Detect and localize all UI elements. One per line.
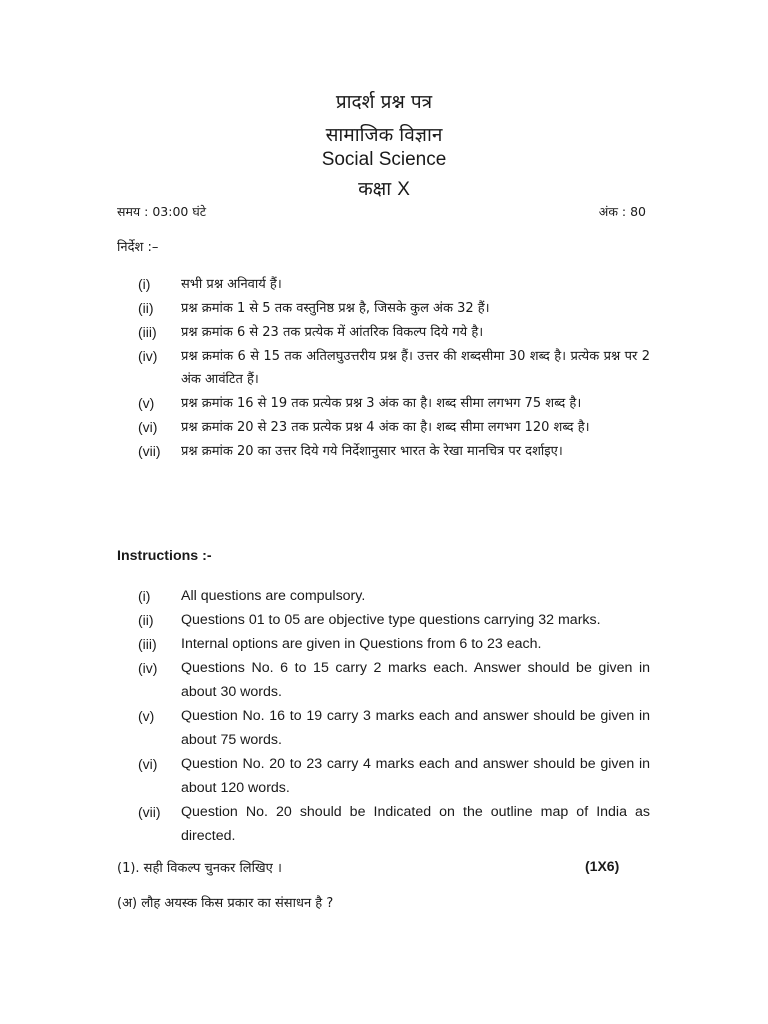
item-text: प्रश्न क्रमांक 1 से 5 तक वस्तुनिष्ठ प्रश्न है, जिसके कुल अंक 32 हैं। (181, 301, 490, 316)
item-text: प्रश्न क्रमांक 16 से 19 तक प्रत्येक प्रश्न 3 अंक का है। शब्द सीमा लगभग 75 शब्द है। (181, 396, 582, 411)
item-number: (ii) (138, 300, 154, 316)
item-text: Questions No. 6 to 15 carry 2 marks each. Answer should be given in about 30 words. (181, 660, 650, 700)
item-number: (i) (138, 588, 151, 604)
question-1-part-a: (अ) लौह अयस्क किस प्रकार का संसाधन है ? (117, 896, 334, 911)
item-text: प्रश्न क्रमांक 6 से 15 तक अतिलघुउत्तरीय प्रश्न हैं। उत्तर की शब्दसीमा 30 शब्द है। प्रत्येक प्रश्न पर 2 अंक आवंटित हैं। (181, 349, 650, 387)
list-item (138, 656, 650, 704)
item-text: Question No. 20 should be Indicated on the outline map of India as directed. (181, 804, 650, 844)
item-number: (i) (138, 276, 151, 292)
list-item (138, 800, 650, 848)
item-number: (iii) (138, 636, 157, 652)
list-item (138, 321, 650, 344)
maximum-marks: अंक : 80 (598, 204, 646, 219)
item-text: Internal options are given in Questions from 6 to 23 each. (181, 636, 542, 652)
item-text: प्रश्न क्रमांक 20 का उत्तर दिये गये निर्देशानुसार भारत के रेखा मानचित्र पर दर्शाइए। (181, 444, 563, 459)
item-text: सभी प्रश्न अनिवार्य हैं। (181, 277, 282, 292)
list-item (138, 632, 650, 656)
class-line (0, 176, 768, 203)
list-item (138, 752, 650, 800)
item-number: (ii) (138, 612, 154, 628)
instructions-heading: Instructions :- (117, 548, 212, 564)
list-item (138, 440, 650, 463)
item-number: (vii) (138, 804, 161, 820)
item-text: प्रश्न क्रमांक 20 से 23 तक प्रत्येक प्रश्न 4 अंक का है। शब्द सीमा लगभग 120 शब्द है। (181, 420, 590, 435)
directions-heading: निर्देश :– (117, 240, 159, 255)
item-text: Question No. 20 to 23 carry 4 marks each and answer should be given in about 120 words. (181, 756, 650, 796)
item-number: (iv) (138, 660, 158, 676)
list-item (138, 273, 650, 296)
hindi-directions-list (138, 273, 650, 464)
title-english-subject: Social Science (321, 149, 447, 170)
item-number: (vi) (138, 419, 158, 435)
item-text: Question No. 16 to 19 carry 3 marks each and answer should be given in about 75 words. (181, 708, 650, 748)
list-item (138, 704, 650, 752)
list-item (138, 345, 650, 391)
time-allowed: समय : 03:00 घंटे (117, 204, 207, 219)
list-item (138, 416, 650, 439)
item-number: (vi) (138, 756, 158, 772)
class-label: कक्षा (358, 178, 392, 200)
item-number: (v) (138, 708, 155, 724)
item-number: (iii) (138, 324, 157, 340)
title-hindi-subject: सामाजिक विज्ञान (325, 124, 443, 146)
item-number: (vii) (138, 443, 161, 459)
list-item (138, 297, 650, 320)
english-instructions-list (138, 584, 650, 848)
question-1-marks: (1X6) (585, 858, 620, 874)
item-number: (iv) (138, 348, 158, 364)
title-hindi-model-paper: प्रादर्श प्रश्न पत्र (335, 91, 433, 113)
list-item (138, 608, 650, 632)
list-item (138, 584, 650, 608)
class-value: X (397, 179, 410, 200)
list-item (138, 392, 650, 415)
item-number: (v) (138, 395, 155, 411)
item-text: प्रश्न क्रमांक 6 से 23 तक प्रत्येक में आंतरिक विकल्प दिये गये है। (181, 325, 484, 340)
question-1-text: (1). सही विकल्प चुनकर लिखिए । (117, 861, 282, 876)
item-text: Questions 01 to 05 are objective type questions carrying 32 marks. (181, 612, 601, 628)
item-text: All questions are compulsory. (181, 588, 366, 604)
